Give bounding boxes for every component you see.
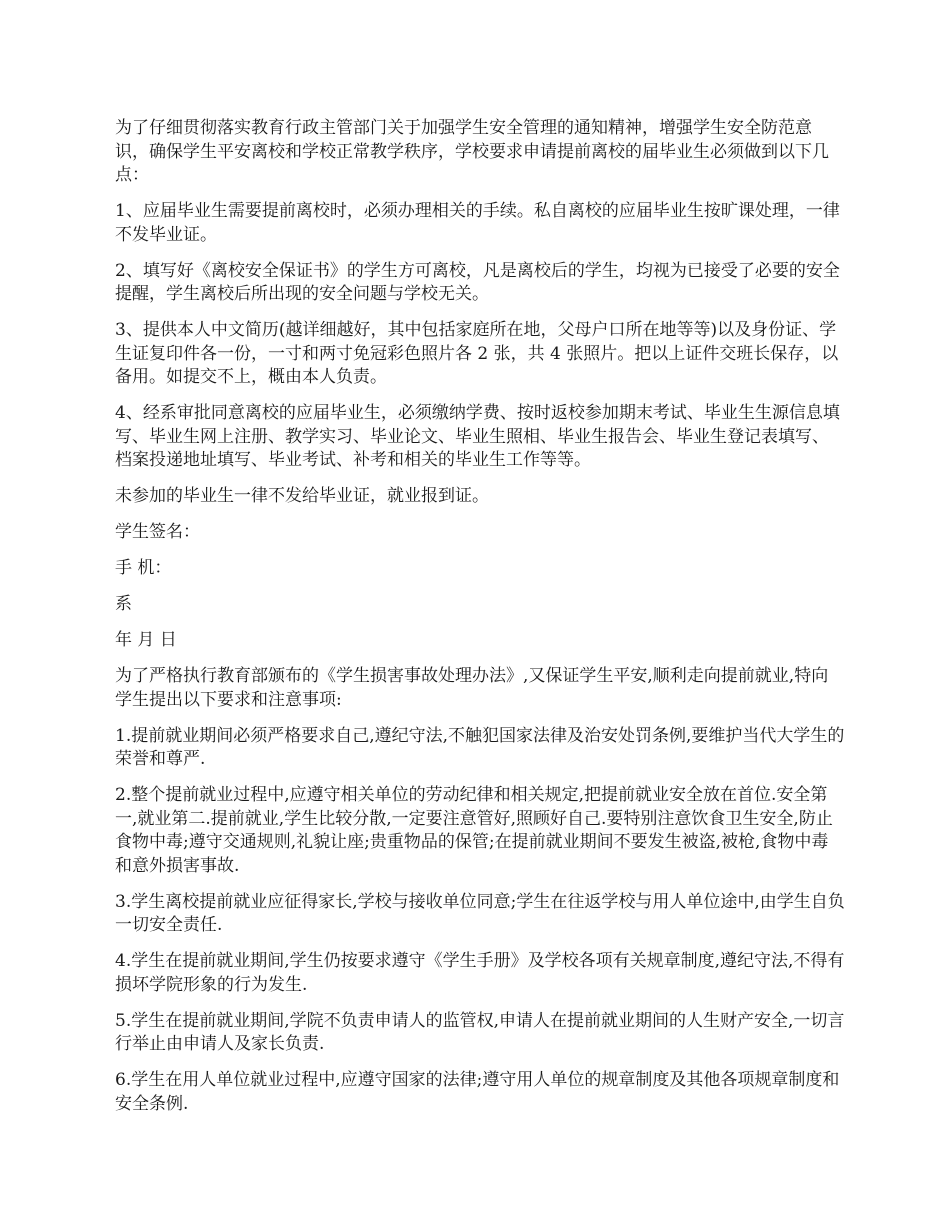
requirement-1-paragraph: 1.提前就业期间必须严格要求自己,遵纪守法,不触犯国家法律及治安处罚条例,要维护当代大学生的荣誉和尊严. — [115, 725, 845, 769]
department-label: 系 — [115, 594, 132, 614]
requirement-3-paragraph: 3.学生离校提前就业应征得家长,学校与接收单位同意;学生在往返学校与用人单位途中,由学生自负一切安全责任. — [115, 891, 845, 935]
date-label: 年 月 日 — [115, 630, 177, 650]
rule-3-paragraph: 3、提供本人中文简历(越详细越好，其中包括家庭所在地，父母户口所在地等等)以及身份证、学生证复印件各一份，一寸和两寸免冠彩色照片各 2 张，共 4 张照片。把以上证件交班长保存，以备用。如提交不上，概由本人负责。 — [115, 320, 839, 387]
rule-1-paragraph: 1、应届毕业生需要提前离校时，必须办理相关的手续。私自离校的应届毕业生按旷课处理，一律不发毕业证。 — [115, 201, 840, 245]
requirement-4-paragraph: 4.学生在提前就业期间,学生仍按要求遵守《学生手册》及学校各项有关规章制度,遵纪守法,不得有损坏学院形象的行为发生. — [115, 951, 845, 995]
second-intro-paragraph: 为了严格执行教育部颁布的《学生损害事故处理办法》,又保证学生平安,顺利走向提前就业,特向学生提出以下要求和注意事项: — [115, 666, 829, 710]
rule-2-paragraph: 2、填写好《离校安全保证书》的学生方可离校，凡是离校后的学生，均视为已接受了必要的安全提醒，学生离校后所出现的安全问题与学校无关。 — [115, 260, 840, 304]
requirement-6-paragraph: 6.学生在用人单位就业过程中,应遵守国家的法律;遵守用人单位的规章制度及其他各项规章制度和安全条例. — [115, 1070, 840, 1114]
student-signature-label: 学生签名： — [115, 522, 200, 542]
requirement-5-paragraph: 5.学生在提前就业期间,学院不负责申请人的监管权,申请人在提前就业期间的人生财产安全,一切言行举止由申请人及家长负责. — [115, 1010, 845, 1054]
requirement-2-paragraph: 2.整个提前就业过程中,应遵守相关单位的劳动纪律和相关规定,把提前就业安全放在首位.安全第一,就业第二.提前就业,学生比较分散,一定要注意管好,照顾好自己.要特别注意饮食卫生安全,防止食物中毒;遵守交通规则,礼貌让座;贵重物品的保管;在提前就业期间不要发生被盗,被枪,食物中毒和意外损害事故. — [115, 785, 833, 876]
rule-4-paragraph: 4、经系审批同意离校的应届毕业生，必须缴纳学费、按时返校参加期末考试、毕业生生源信息填写、毕业生网上注册、教学实习、毕业论文、毕业生照相、毕业生报告会、毕业生登记表填写、档案投递地址填写、毕业考试、补考和相关的毕业生工作等等。 — [115, 403, 840, 470]
phone-label: 手 机： — [115, 558, 172, 578]
intro-paragraph: 为了仔细贯彻落实教育行政主管部门关于加强学生安全管理的通知精神，增强学生安全防范意识，确保学生平安离校和学校正常教学秩序，学校要求申请提前离校的届毕业生必须做到以下几点： — [115, 118, 829, 185]
document-body — [115, 117, 845, 1129]
notice-paragraph: 未参加的毕业生一律不发给毕业证，就业报到证。 — [115, 486, 489, 506]
